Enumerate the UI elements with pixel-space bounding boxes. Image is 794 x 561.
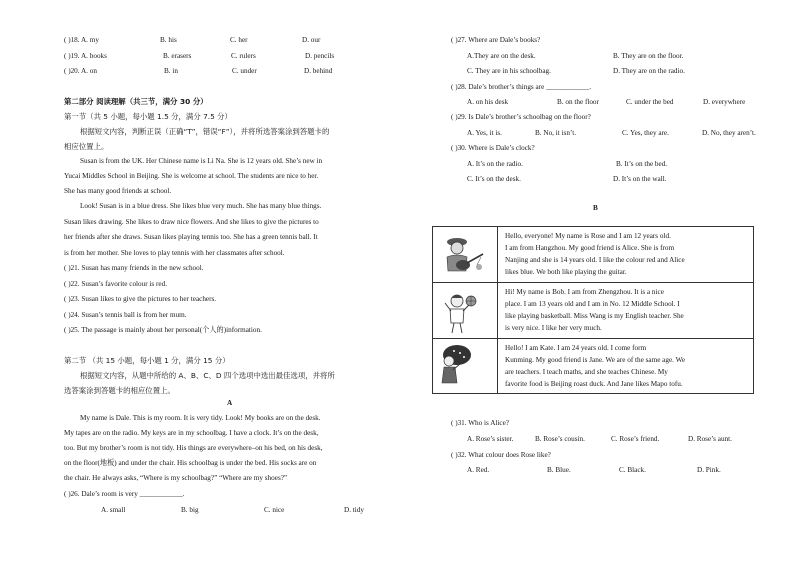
q32-a: A. Red. — [467, 466, 490, 474]
kate-row — [433, 338, 753, 394]
q27-b: B. They are on the floor. — [613, 52, 684, 60]
rose-line-1: Hello, everyone! My name is Rose and I am 12 years old. — [505, 232, 671, 240]
q19-a: ( )19. A. books — [64, 52, 107, 60]
q32-options — [467, 466, 721, 475]
q19-d: D. pencils — [305, 52, 335, 60]
bob-line-4: is very nice. I like her very much. — [505, 324, 602, 332]
q25: ( )25. The passage is mainly about her personal(个人的)information. — [64, 326, 262, 334]
pa-line-3: too. But my brother’s room is not tidy. His things are everywhere–on his bed, on his desk, — [64, 444, 323, 452]
sec2-instr-2: 选答案涂到答题卡的相应位置上。 — [64, 386, 175, 395]
pa-line-5: the chair. He always asks, “Where is my schoolbag?” “Where are my shoes?” — [64, 474, 288, 482]
pa-line-1: My name is Dale. This is my room. It is very tidy. Look! My books are on the desk. — [80, 414, 321, 422]
q32-c: C. Black. — [619, 466, 646, 474]
teacher-with-board-icon — [433, 339, 498, 394]
q31-options — [467, 435, 732, 444]
bob-line-2: place. I am 13 years old and I am in No. 12 Middle School. I — [505, 300, 680, 308]
q20-d: D. behind — [304, 67, 333, 75]
q26-d: D. tidy — [344, 506, 364, 514]
boy-with-basketball-icon — [433, 283, 498, 339]
q20-c: C. under — [232, 67, 257, 75]
q31-a: A. Rose’s sister. — [467, 435, 514, 443]
q18-d: D. our — [302, 36, 321, 44]
q18-b: B. his — [160, 36, 177, 44]
part2-title: 第二部分 阅读理解（共三节，满分 30 分） — [64, 97, 208, 106]
q29: ( )29. Is Dale’s brother’s schoolbag on the floor? — [451, 113, 591, 121]
q24: ( )24. Susan’s tennis ball is from her mum. — [64, 311, 187, 319]
pa-line-2: My tapes are on the radio. My keys are in my schoolbag. I have a clock. It’s on the desk, — [64, 429, 319, 437]
q28: ( )28. Dale’s brother’s things are ____________. — [451, 83, 591, 91]
q21: ( )21. Susan has many friends in the new school. — [64, 264, 204, 272]
q31-d: D. Rose’s aunt. — [688, 435, 732, 443]
pa-line-4: on the floor(地板) and under the chair. His schoolbag is under the bed. His socks are on — [64, 459, 317, 467]
q32: ( )32. What colour does Rose like? — [451, 451, 551, 459]
q19-c: C. rulers — [231, 52, 256, 60]
sec2-instr-1: 根据短文内容，从题中所给的 A、B、C、D 四个选项中选出最佳选项，并将所 — [80, 371, 335, 380]
kate-line-1: Hello! I am Kate. I am 24 years old. I come form — [505, 344, 647, 352]
q18-a: ( )18. A. my — [64, 36, 99, 44]
p2-line-2: Susan likes drawing. She likes to draw nice flowers. And she likes to give the pictures to — [64, 218, 319, 226]
q26-b: B. big — [181, 506, 199, 514]
passage-b-heading: B — [593, 204, 598, 212]
q26-options — [101, 506, 364, 515]
p1-line-1: Susan is from the UK. Her Chinese name is Li Na. She is 12 years old. She’s new in — [80, 157, 323, 165]
q22: ( )22. Susan’s favorite colour is red. — [64, 280, 167, 288]
rose-text — [505, 230, 748, 278]
q20-line — [64, 67, 333, 76]
kate-line-2: Kunming. My good friend is Jane. We are of the same age. We — [505, 356, 686, 364]
bob-row — [433, 282, 753, 339]
sec2-title: 第二节 （共 15 小题，每小题 1 分，满分 15 分） — [64, 356, 230, 365]
q18-c: C. her — [230, 36, 248, 44]
q28-a: A. on his desk — [467, 98, 509, 106]
rose-line-3: Nanjing and she is 14 years old. I like the colour red and Alice — [505, 256, 685, 264]
sec1-title: 第一节（共 5 小题，每小题 1.5 分，满分 7.5 分） — [64, 112, 232, 121]
q28-options — [467, 98, 746, 107]
rose-line-4: likes blue. We both like playing the guitar. — [505, 268, 627, 276]
q23: ( )23. Susan likes to give the pictures to her teachers. — [64, 295, 217, 303]
q28-c: C. under the bed — [626, 98, 674, 106]
q32-b: B. Blue. — [547, 466, 571, 474]
passage-b-table — [432, 226, 754, 394]
q27-a: A.They are on the desk. — [467, 52, 536, 60]
kate-line-3: are teachers. I teach maths, and she teaches Chinese. My — [505, 368, 668, 376]
q31: ( )31. Who is Alice? — [451, 419, 509, 427]
q29-a: A. Yes, it is. — [467, 129, 502, 137]
p2-line-1: Look! Susan is in a blue dress. She likes blue very much. She has many blue things. — [80, 202, 322, 210]
p1-line-3: She has many good friends at school. — [64, 187, 172, 195]
kate-text — [505, 342, 748, 390]
q27-d: D. They are on the radio. — [613, 67, 685, 75]
q26-a: A. small — [101, 506, 126, 514]
q29-c: C. Yes, they are. — [622, 129, 669, 137]
q30-c: C. It’s on the desk. — [467, 175, 521, 183]
q28-d: D. everywhere — [703, 98, 746, 106]
passage-a-heading: A — [227, 399, 233, 407]
q30-a: A. It’s on the radio. — [467, 160, 523, 168]
q32-d: D. Pink. — [697, 466, 721, 474]
sec1-instr-2: 相应位置上。 — [64, 142, 109, 151]
rose-line-2: I am from Hangzhou. My good friend is Alice. She is from — [505, 244, 675, 252]
q26: ( )26. Dale’s room is very ____________. — [64, 490, 185, 498]
q29-b: B. No, it isn’t. — [535, 129, 577, 137]
q30-d: D. It’s on the wall. — [613, 175, 667, 183]
sec1-instr-1: 根据短文内容，判断正误（正确“T”，错误“F”），并将所选答案涂到答题卡的 — [80, 127, 330, 136]
q31-b: B. Rose’s cousin. — [535, 435, 585, 443]
q28-b: B. on the floor — [557, 98, 599, 106]
q30: ( )30. Where is Dale’s clock? — [451, 144, 535, 152]
girl-with-guitar-icon — [433, 227, 498, 282]
q27: ( )27. Where are Dale’s books? — [451, 36, 541, 44]
rose-row — [433, 227, 753, 282]
p1-line-2: Yucai Middles School in Beijing. She is welcome at school. The students are nice to her. — [64, 172, 319, 180]
p2-line-3: her friends after she draws. Susan likes playing tennis too. She has a green tennis ball. It — [64, 233, 318, 241]
q19-b: B. erasers — [163, 52, 192, 60]
q18-line — [64, 36, 321, 45]
q26-c: C. nice — [264, 506, 285, 514]
q27-c: C. They are in his schoolbag. — [467, 67, 551, 75]
q29-options — [467, 129, 756, 138]
q20-b: B. in — [164, 67, 178, 75]
q29-d: D. No, they aren’t. — [702, 129, 756, 137]
bob-line-1: Hi! My name is Bob. I am from Zhengzhou. It is a nice — [505, 288, 664, 296]
q30-b: B. It’s on the bed. — [616, 160, 668, 168]
kate-line-4: favorite food is Beijing roast duck. And Jane likes Mapo tofu. — [505, 380, 683, 388]
q31-c: C. Rose’s friend. — [611, 435, 660, 443]
bob-line-3: like playing basketball. Miss Wang is my English teacher. She — [505, 312, 684, 320]
bob-text — [505, 286, 748, 334]
q19-line — [64, 52, 335, 61]
q20-a: ( )20. A. on — [64, 67, 97, 75]
p2-line-4: is from her mother. She loves to play tennis with her classmates after school. — [64, 249, 285, 257]
